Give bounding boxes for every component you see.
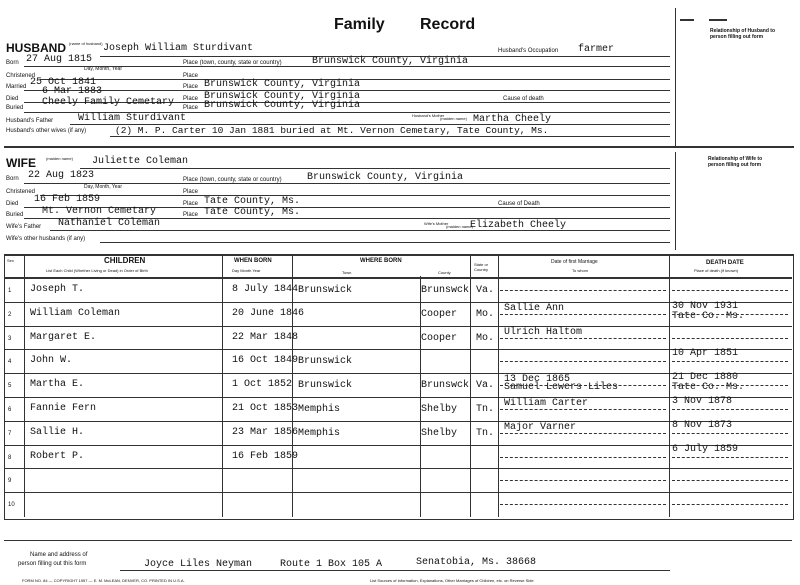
husband-father-label: Husband's Father — [6, 118, 54, 124]
wife-died-place: Tate County, Ms. — [204, 196, 301, 207]
child-marriage-1: Ulrich Haltom — [504, 326, 583, 338]
husband-died-label: Died — [6, 96, 19, 102]
col-sex-header: Sex — [7, 258, 14, 263]
child-number: 3 — [8, 335, 12, 342]
child-number: 2 — [8, 311, 12, 318]
dashed-line — [672, 504, 788, 505]
child-death-1: 10 Apr 1851 — [672, 348, 739, 360]
child-number: 8 — [8, 454, 12, 461]
child-death-1: 3 Nov 1878 — [672, 396, 733, 407]
child-town: Brunswick — [298, 285, 353, 296]
child-county: Brunswck — [421, 380, 470, 392]
wife-father-label: Wife's Father — [6, 224, 42, 230]
footer-divider — [4, 540, 792, 541]
child-marriage-2: Samuel Lewers Liles — [504, 382, 619, 394]
date-hint: Day, Month, Year — [84, 184, 122, 190]
relationship-note-husband: Relationship of Husband to person filling out form — [710, 28, 775, 40]
wife-mother-note: (maiden name) — [446, 224, 473, 229]
child-state: Tn. — [476, 427, 495, 439]
husband-buried-label: Buried — [6, 105, 24, 111]
child-death-2: Tate Co. Ms. — [672, 310, 745, 322]
child-name: Margaret E. — [30, 331, 97, 343]
child-death-2: Tate Co. Ms. — [672, 382, 745, 394]
dashed-line — [500, 504, 666, 505]
child-death-1: 6 July 1859 — [672, 443, 739, 455]
dashed-line — [672, 314, 788, 315]
wife-born-place: Brunswick County, Virginia — [307, 172, 464, 183]
dashed-line — [672, 361, 788, 362]
col-death-sub: Place of death (if known) — [694, 268, 739, 273]
col-where-born-header: WHERE BORN — [360, 258, 402, 264]
child-town: Memphis — [298, 427, 341, 439]
child-born: 8 July 1844 — [232, 284, 299, 295]
line — [80, 168, 670, 169]
wife-born-place-label: Place (town, county, state or country) — [183, 177, 282, 183]
wife-christened-label: Christened — [6, 189, 36, 195]
child-marriage-1: William Carter — [504, 398, 589, 409]
husband-married-label: Married — [6, 84, 27, 90]
dashed-line — [672, 385, 788, 386]
col-line — [498, 254, 499, 517]
col-town-header: Town — [342, 270, 352, 275]
dashed-line — [500, 338, 666, 339]
col-children-header: CHILDREN — [104, 256, 146, 265]
husband-buried: Cheely Family Cemetary — [42, 97, 175, 108]
dashed-line — [500, 480, 666, 481]
dashed-line — [500, 361, 666, 362]
husband-other-wives: (2) M. P. Carter 10 Jan 1881 buried at Mt. Vernon Cemetary, Tate County, Ms. — [115, 125, 549, 136]
husband-christened-label: Christened — [6, 73, 36, 79]
dashed-line — [500, 457, 666, 458]
line — [110, 136, 670, 137]
wife-other-husbands-label: Wife's other husbands (if any) — [6, 236, 86, 242]
husband-died: 6 Mar 1883 — [42, 86, 103, 97]
child-born: 16 Feb 1859 — [232, 450, 299, 462]
child-state: Va. — [476, 285, 495, 296]
child-born: 23 Mar 1856 — [232, 426, 299, 438]
line — [24, 66, 670, 67]
col-line — [669, 254, 670, 517]
row-line — [4, 468, 792, 469]
col-marriage-sub: To whom — [572, 268, 589, 273]
wife-born: 22 Aug 1823 — [28, 170, 95, 181]
wife-mother: Elizabeth Cheely — [470, 220, 567, 231]
dashed-line — [500, 290, 666, 291]
husband-father: William Sturdivant — [78, 113, 187, 124]
child-number: 5 — [8, 383, 12, 390]
husband-buried-place-label: Place — [183, 105, 199, 111]
child-state: Tn. — [476, 404, 495, 415]
child-born: 1 Oct 1852 — [232, 379, 293, 391]
form-title-record: Record — [420, 16, 476, 33]
child-name: Joseph T. — [30, 284, 85, 295]
col-line — [470, 254, 471, 517]
line — [100, 242, 670, 243]
wife-name: Juliette Coleman — [92, 156, 189, 167]
wife-died-place-label: Place — [183, 201, 199, 207]
relationship-note-wife: Relationship of Wife to person filling out form — [708, 156, 763, 168]
wife-label: WIFE — [6, 156, 36, 170]
col-line — [24, 254, 25, 517]
footer-address: Route 1 Box 105 A — [280, 559, 383, 570]
husband-married: 25 Oct 1841 — [30, 77, 97, 88]
husband-mother-note: (maiden name) — [440, 116, 467, 121]
husband-died-place: Brunswick County, Virginia — [204, 91, 361, 102]
col-children-sub: List Each Child (Whether Living or Dead) in Order of Birth — [46, 268, 148, 273]
husband-buried-place: Brunswick County, Virginia — [204, 100, 361, 111]
child-county: Shelby — [421, 427, 458, 439]
child-name: Fannie Fern — [30, 403, 97, 414]
husband-married-place-label: Place — [183, 84, 199, 90]
line — [50, 230, 670, 231]
wife-christened-place-label: Place — [183, 189, 199, 195]
wife-buried: Mt. Vernon Cemetary — [42, 206, 157, 217]
husband-mother: Martha Cheely — [473, 114, 552, 125]
child-death-1: 30 Nov 1931 — [672, 300, 739, 312]
child-county: Brunswck — [421, 285, 470, 296]
child-county: Cooper — [421, 308, 458, 320]
wife-buried-place-label: Place — [183, 212, 199, 218]
col-line — [222, 254, 223, 517]
wife-died-label: Died — [6, 201, 19, 207]
child-death-1: 8 Nov 1873 — [672, 419, 733, 431]
child-born: 20 June 1846 — [232, 307, 305, 319]
dashed-line — [672, 480, 788, 481]
husband-christened-place-label: Place — [183, 73, 199, 79]
wife-born-label: Born — [6, 176, 19, 182]
child-name: John W. — [30, 355, 73, 367]
col-county-header: County — [438, 270, 451, 275]
child-marriage-1: 13 Dec 1865 — [504, 374, 571, 386]
col-when-born-header: WHEN BORN — [234, 258, 272, 264]
wife-name-note: (maiden name) — [46, 156, 73, 161]
dashed-line — [500, 314, 666, 315]
child-number: 7 — [8, 430, 12, 437]
child-number: 9 — [8, 478, 12, 485]
col-death-header: DEATH DATE — [706, 260, 744, 266]
husband-name: Joseph William Sturdivant — [103, 43, 254, 54]
dashed-line — [500, 385, 666, 386]
child-number: 1 — [8, 288, 12, 294]
wife-buried-place: Tate County, Ms. — [204, 207, 301, 218]
col-marriage-header: Date of first Marriage — [551, 259, 598, 265]
wife-father: Nathaniel Coleman — [58, 218, 161, 229]
line — [24, 183, 670, 184]
footer-city: Senatobia, Ms. 38668 — [416, 557, 537, 568]
husband-other-wives-label: Husband's other wives (if any) — [6, 128, 87, 134]
wife-mother-label: Wife's Mother — [424, 221, 449, 226]
footer-sources: List Sources of Information, Explanations, Other Marriages of Children, etc. on Reverse Side — [370, 578, 534, 583]
dashed-line — [672, 338, 788, 339]
dashed-line — [672, 290, 788, 291]
child-number: 6 — [8, 407, 12, 413]
child-town: Memphis — [298, 404, 341, 415]
col-when-born-sub: Day Month Year — [232, 268, 261, 273]
child-marriage-1: Major Varner — [504, 421, 577, 433]
child-county: Shelby — [421, 404, 458, 415]
child-marriage-1: Sallie Ann — [504, 302, 565, 314]
child-name: Martha E. — [30, 379, 85, 391]
child-born: 21 Oct 1853 — [232, 403, 299, 414]
child-state: Va. — [476, 380, 495, 392]
col-state-header: State or Country — [474, 262, 489, 272]
child-county: Cooper — [421, 332, 458, 344]
child-name: Robert P. — [30, 450, 85, 462]
husband-married-place: Brunswick County, Virginia — [204, 79, 361, 90]
line — [40, 195, 670, 196]
date-hint: Day, Month, Year — [84, 66, 122, 72]
child-born: 16 Oct 1849 — [232, 355, 299, 367]
section-divider — [4, 146, 794, 148]
child-town: Brunswick — [298, 380, 353, 392]
child-death-1: 21 Dec 1880 — [672, 372, 739, 384]
dashed-line — [500, 433, 666, 434]
header-divider — [4, 277, 792, 279]
footer-label-line1: Name and address of — [30, 552, 88, 558]
dashed-line — [672, 457, 788, 458]
wife-buried-label: Buried — [6, 212, 24, 218]
footer-name: Joyce Liles Neyman — [144, 559, 253, 570]
husband-cause-label: Cause of death — [503, 96, 544, 102]
wife-died: 16 Feb 1859 — [34, 194, 101, 205]
child-town: Brunswick — [298, 356, 353, 368]
husband-died-place-label: Place — [183, 96, 199, 102]
footer-copyright: FORM NO. 84 — COPYRIGHT 1957 — E. M. McLEAN, DENVER, CO. PRINTED IN U.S.A. — [22, 578, 185, 583]
row-line — [4, 492, 792, 493]
child-state: Mo. — [476, 308, 495, 320]
child-number: 4 — [8, 359, 12, 366]
dashed-line — [672, 409, 788, 410]
child-number: 10 — [8, 502, 15, 509]
husband-label: HUSBAND — [6, 41, 66, 55]
child-name: Sallie H. — [30, 426, 85, 438]
footer-label-line2: person filling out this form — [18, 561, 87, 567]
child-born: 22 Mar 1848 — [232, 331, 299, 343]
husband-occupation: farmer — [578, 44, 615, 55]
form-title-family: Family — [334, 16, 385, 33]
child-state: Mo. — [476, 332, 495, 344]
line — [120, 570, 670, 571]
husband-born-place-label: Place (town, county, state or country) — [183, 60, 282, 66]
husband-born-place: Brunswick County, Virginia — [312, 56, 469, 67]
dashed-line — [500, 409, 666, 410]
husband-born: 27 Aug 1815 — [26, 54, 93, 65]
husband-occupation-label: Husband's Occupation — [498, 48, 559, 54]
husband-name-note: (name of husband) — [69, 41, 103, 46]
wife-cause-label: Cause of Death — [498, 201, 540, 207]
child-name: William Coleman — [30, 307, 121, 319]
husband-born-label: Born — [6, 60, 19, 66]
dashed-line — [672, 433, 788, 434]
husband-mother-label: Husband's Mother — [412, 113, 445, 118]
row-line — [4, 326, 792, 327]
